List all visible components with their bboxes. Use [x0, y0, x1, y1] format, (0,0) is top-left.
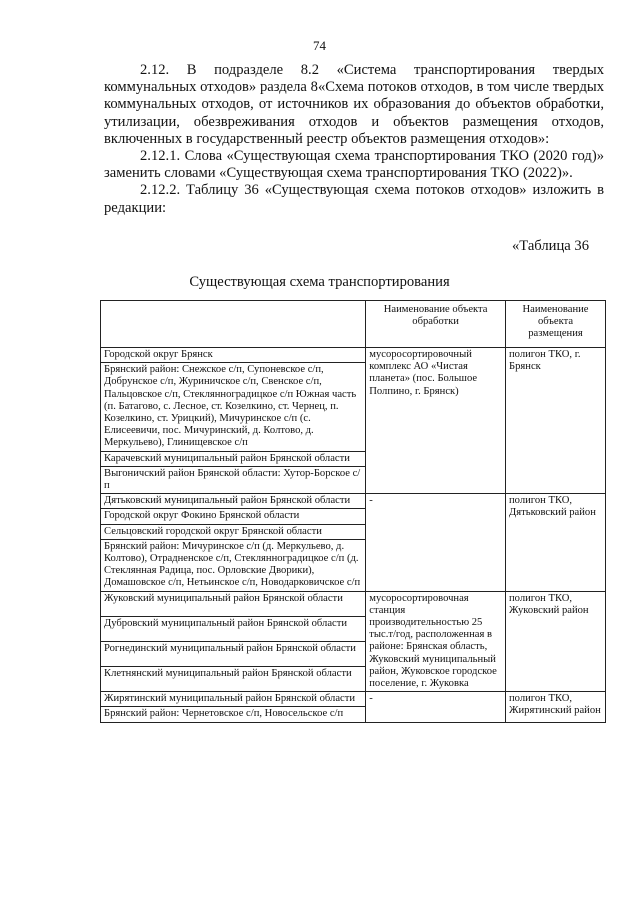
disposal-cell: полигон ТКО, г. Брянск — [506, 348, 606, 494]
table-row — [101, 348, 606, 363]
territory-cell: Дубровский муниципальный район Брянской области — [101, 616, 366, 641]
territory-cell: Карачевский муниципальный район Брянской области — [101, 451, 366, 466]
table-title: Существующая схема транспортирования — [189, 274, 450, 290]
territory-cell: Рогнединский муниципальный район Брянской области — [101, 641, 366, 666]
processing-cell: - — [366, 494, 506, 591]
table-row — [101, 692, 606, 707]
territory-cell: Брянский район: Мичуринское с/п (д. Меркульево, д. Колтово), Отрадненское с/п, Стеклянноградицкое с/п (д. Стеклянная Радица, пос. Орловские Дворики), Домашовское с/п, Нетьинское с/п, Новодарковичское с/п — [101, 539, 366, 591]
processing-cell: мусоросортировочная станция производительностью 25 тыс.т/год, расположенная в районе: Брянская область, Жуковский муниципальный район, Жуковское городское поселение, г. Жуковка — [366, 591, 506, 692]
paragraph-2-12-1: 2.12.1. Слова «Существующая схема транспортирования ТКО (2020 год)» заменить словами «Существующая схема транспортирования ТКО (2022)». — [104, 148, 604, 182]
page-number: 74 — [313, 38, 326, 53]
territory-cell: Брянский район: Снежское с/п, Супоневское с/п, Добрунское с/п, Журиничское с/п, Свенское с/п, Пальцовское с/п, Стеклянноградицкое с/п Южная часть (п. Батагово, с. Лесное, ст. Козелкино, ст. Чернец, п. Козелкино, ст. Урицкий), Мичуринское с/п (с. Елисеевичи, пос. Мичуринский, д. Колтово, д. Меркульево), Глинищевское с/п — [101, 363, 366, 451]
territory-cell: Жуковский муниципальный район Брянской области — [101, 591, 366, 616]
territory-cell: Жирятинский муниципальный район Брянской области — [101, 692, 366, 707]
territory-cell: Сельцовский городской округ Брянской области — [101, 524, 366, 539]
body-text — [104, 62, 604, 217]
territory-cell: Брянский район: Чернетовское с/п, Новосельское с/п — [101, 707, 366, 722]
header-disposal: Наименование объекта размещения — [506, 301, 606, 348]
header-processing: Наименование объекта обработки — [366, 301, 506, 348]
territory-cell: Дятьковский муниципальный район Брянской области — [101, 494, 366, 509]
disposal-cell: полигон ТКО, Дятьковский район — [506, 494, 606, 591]
disposal-cell: полигон ТКО, Жуковский район — [506, 591, 606, 692]
table-header-row — [101, 301, 606, 348]
territory-cell: Клетнянский муниципальный район Брянской области — [101, 667, 366, 692]
disposal-cell: полигон ТКО, Жирятинский район — [506, 692, 606, 722]
table-reference: «Таблица 36 — [511, 238, 589, 254]
territory-cell: Городской округ Брянск — [101, 348, 366, 363]
table-row — [101, 494, 606, 509]
territory-cell: Выгоничский район Брянской области: Хутор-Борское с/п — [101, 466, 366, 493]
territory-cell: Городской округ Фокино Брянской области — [101, 509, 366, 524]
processing-cell: - — [366, 692, 506, 722]
processing-cell: мусоросортировочный комплекс АО «Чистая планета» (пос. Большое Полпино, г. Брянск) — [366, 348, 506, 494]
paragraph-2-12: 2.12. В подразделе 8.2 «Система транспортирования твердых коммунальных отходов» раздела 8«Схема потоков отходов, в том числе твердых коммунальных отходов, от источников их образования до объектов обработки, утилизации, обезвреживания отходов и объектов размещения отходов, включенных в государственный реестр объектов размещения отходов»: — [104, 62, 604, 147]
paragraph-2-12-2: 2.12.2. Таблицу 36 «Существующая схема потоков отходов» изложить в редакции: — [104, 182, 604, 216]
header-territory — [101, 301, 366, 348]
table-row — [101, 591, 606, 616]
transport-scheme-table — [100, 300, 606, 723]
